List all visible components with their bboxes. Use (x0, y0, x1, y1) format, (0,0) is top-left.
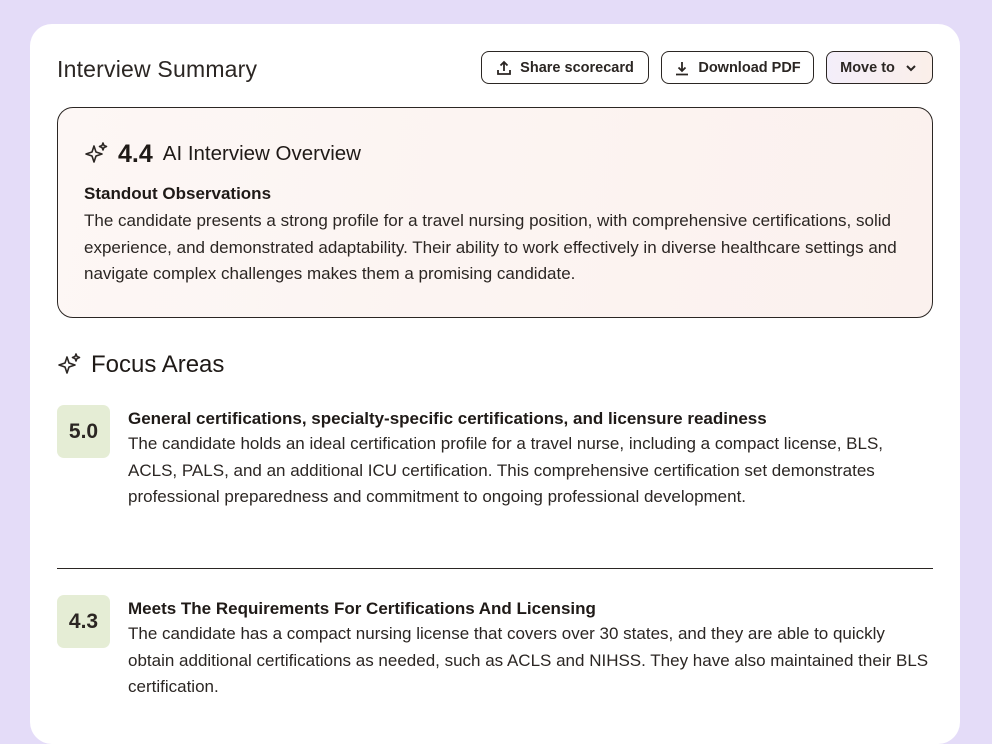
focus-areas-heading (57, 351, 224, 379)
focus-area-title: General certifications, specialty-specific certifications, and licensure readiness (128, 409, 767, 428)
move-to-dropdown[interactable] (826, 51, 933, 84)
overall-score: 4.4 (118, 139, 153, 168)
page-title: Interview Summary (57, 56, 258, 82)
ai-overview-panel (57, 107, 933, 318)
share-scorecard-label: Share scorecard (520, 59, 634, 76)
overview-subtitle: Standout Observations (84, 184, 272, 203)
interview-summary-card (30, 24, 960, 744)
focus-area-text: The candidate holds an ideal certification profile for a travel nurse, including a compact license, BLS, ACLS, PALS, and an additional ICU certification. This comprehensive certification set demonstrates professional preparedness and commitment to ongoing professional development. (128, 434, 884, 506)
divider (57, 568, 933, 569)
sparkle-icon (84, 141, 110, 167)
score-badge: 4.3 (57, 595, 110, 648)
download-pdf-button[interactable] (661, 51, 814, 84)
download-icon (674, 60, 690, 76)
download-pdf-label: Download PDF (698, 59, 801, 76)
share-icon (496, 60, 512, 76)
overview-text: The candidate presents a strong profile for a travel nursing position, with comprehensive certifications, solid experience, and demonstrated adaptability. Their ability to work effectively in diverse healthcare settings and navigate complex challenges makes them a promising candidate. (84, 211, 897, 283)
score-badge: 5.0 (57, 405, 110, 458)
share-scorecard-button[interactable] (481, 51, 649, 84)
move-to-label: Move to (840, 59, 895, 76)
focus-area-text: The candidate has a compact nursing license that covers over 30 states, and they are able to quickly obtain additional certifications as needed, such as ACLS and NIHSS. They have also maintained their BLS certification. (128, 624, 929, 696)
overview-title: AI Interview Overview (162, 142, 361, 165)
focus-area-title: Meets The Requirements For Certifications And Licensing (128, 599, 596, 618)
chevron-down-icon (903, 60, 919, 76)
sparkle-icon (57, 352, 83, 378)
focus-areas-title: Focus Areas (91, 351, 225, 378)
